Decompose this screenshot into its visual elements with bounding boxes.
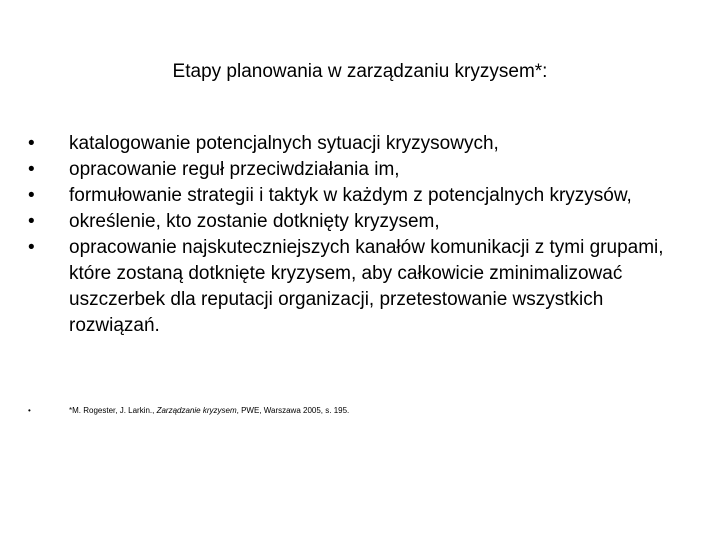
bullet-text: określenie, kto zostanie dotknięty kryzysem, — [69, 211, 440, 232]
bullet-icon: • — [28, 159, 35, 180]
bullet-icon: • — [28, 211, 35, 232]
bullet-item — [28, 183, 698, 209]
slide-title: Etapy planowania w zarządzaniu kryzysem*: — [172, 61, 548, 82]
bullet-item — [28, 157, 698, 183]
footnote-text — [69, 405, 349, 417]
bullet-text: formułowanie strategii i taktyk w każdym z potencjalnych kryzysów, — [69, 185, 632, 206]
bullet-icon: • — [28, 237, 35, 258]
bullet-list — [28, 131, 698, 339]
footnote-bullet-icon: • — [28, 406, 31, 415]
footnote-prefix: *M. Rogester, J. Larkin., — [69, 406, 157, 415]
bullet-item — [28, 131, 698, 157]
bullet-item — [28, 209, 698, 235]
bullet-text: katalogowanie potencjalnych sytuacji kryzysowych, — [69, 133, 499, 154]
footnote-suffix: , PWE, Warszawa 2005, s. 195. — [236, 406, 350, 415]
footnote-book-title: Zarządzanie kryzysem — [156, 406, 237, 415]
bullet-text: opracowanie najskuteczniejszych kanałów komunikacji z tymi grupami, które zostaną dotknięte kryzysem, aby całkowicie zminimalizować uszczerbek dla reputacji organizacji, przetestowanie wszystkich rozwiązań. — [69, 237, 664, 336]
bullet-icon: • — [28, 133, 35, 154]
bullet-text: opracowanie reguł przeciwdziałania im, — [69, 159, 400, 180]
bullet-item — [28, 235, 698, 339]
bullet-icon: • — [28, 185, 35, 206]
